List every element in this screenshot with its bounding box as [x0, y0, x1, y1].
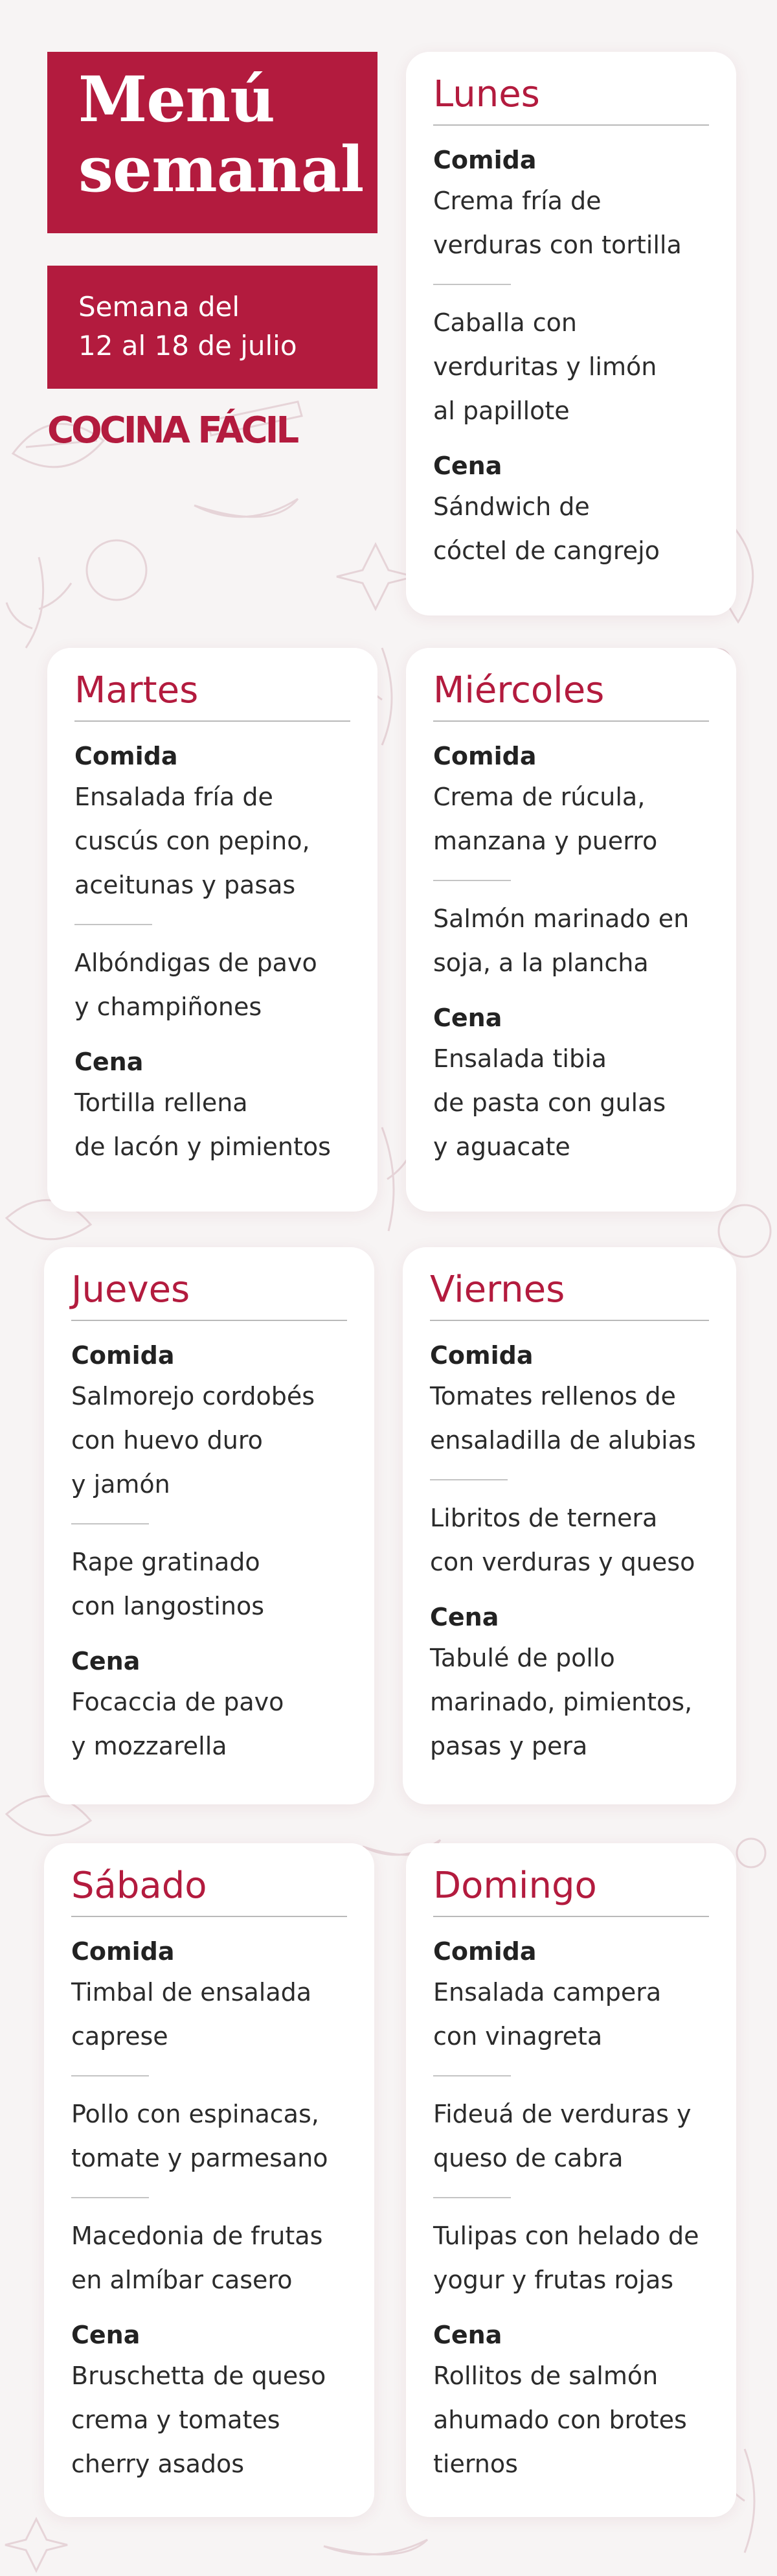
peppercorn-illustration [737, 1839, 765, 1867]
meal-label: Cena [433, 2321, 502, 2349]
dish-item [74, 1081, 350, 1169]
week-range-banner [47, 266, 377, 389]
dish-item [433, 2092, 709, 2180]
dish-line: Pollo con espinacas, [71, 2100, 319, 2128]
day-card-martes [47, 648, 377, 1212]
dish-line: con huevo duro [71, 1426, 263, 1455]
dish-line: Timbal de ensalada [71, 1978, 312, 2007]
dish-item [430, 1636, 709, 1768]
dish-line: ahumado con brotes [433, 2406, 687, 2434]
dish-divider [433, 2075, 511, 2076]
meal-label: Cena [71, 1647, 141, 1675]
dish-item [433, 897, 709, 985]
dish-line: y aguacate [433, 1133, 570, 1161]
dish-line: tiernos [433, 2450, 518, 2478]
dish-line: crema y tomates [71, 2406, 280, 2434]
dish-line: Crema de rúcula, [433, 783, 646, 811]
chili-illustration [324, 2540, 427, 2555]
dish-line: cherry asados [71, 2450, 245, 2478]
dish-line: marinado, pimientos, [430, 1688, 693, 1716]
dish-line: Crema fría de [433, 187, 602, 215]
meal-label: Comida [433, 146, 537, 174]
dish-line: cuscús con pepino, [74, 827, 310, 855]
dish-item [433, 2354, 709, 2486]
dish-line: Ensalada fría de [74, 783, 273, 811]
dish-item [430, 1374, 709, 1462]
day-title: Martes [74, 666, 350, 722]
dish-divider [433, 880, 511, 881]
dish-divider [430, 1479, 508, 1480]
week-range-line: 12 al 18 de julio [78, 330, 297, 362]
dish-divider [71, 2197, 149, 2198]
dish-item [71, 1970, 347, 2058]
dish-line: caprese [71, 2022, 168, 2051]
dish-line: de pasta con gulas [433, 1088, 666, 1117]
dish-line: Tabulé de pollo [430, 1644, 615, 1672]
dish-item [433, 485, 709, 573]
day-card-sabado [44, 1843, 374, 2517]
dish-line: yogur y frutas rojas [433, 2266, 674, 2294]
dish-line: soja, a la plancha [433, 949, 649, 977]
dish-item [71, 1540, 347, 1628]
dish-item [433, 775, 709, 863]
garlic-illustration [87, 540, 146, 600]
herb-illustration [6, 557, 71, 648]
star-anise-illustration [337, 544, 414, 609]
dish-line: Albóndigas de pavo [74, 949, 317, 977]
day-title: Domingo [433, 1861, 709, 1917]
dish-item [433, 2214, 709, 2302]
dish-line: y champiñones [74, 993, 262, 1021]
dish-line: Fideuá de verduras y [433, 2100, 692, 2128]
meal-label: Cena [433, 452, 502, 480]
dish-line: tomate y parmesano [71, 2144, 328, 2172]
dish-line: queso de cabra [433, 2144, 624, 2172]
day-card-viernes [403, 1247, 736, 1804]
dish-line: de lacón y pimientos [74, 1133, 331, 1161]
dish-line: Tomates rellenos de [430, 1382, 676, 1410]
meal-label: Comida [433, 742, 537, 770]
dish-item [71, 2092, 347, 2180]
dish-line: verduritas y limón [433, 352, 657, 381]
menu-title-banner [47, 52, 377, 233]
dish-line: Tortilla rellena [74, 1088, 248, 1117]
dish-divider [433, 284, 511, 285]
day-title: Miércoles [433, 666, 709, 722]
dish-item [71, 1680, 347, 1768]
dish-line: con verduras y queso [430, 1548, 695, 1576]
meal-label: Cena [430, 1603, 499, 1631]
dish-line: con vinagreta [433, 2022, 603, 2051]
dish-line: Rape gratinado [71, 1548, 260, 1576]
day-card-jueves [44, 1247, 374, 1804]
dish-divider [71, 1523, 149, 1524]
day-card-miercoles [406, 648, 736, 1212]
dish-line: al papillote [433, 397, 570, 425]
dish-line: cóctel de cangrejo [433, 536, 660, 565]
week-range-line: Semana del [78, 291, 240, 323]
garlic-illustration [719, 1205, 771, 1257]
dish-item [433, 1970, 709, 2058]
dish-item [433, 179, 709, 267]
dish-item [71, 1374, 347, 1506]
day-card-lunes [406, 52, 736, 615]
dish-line: pasas y pera [430, 1732, 588, 1760]
menu-title-line: semanal [78, 133, 364, 206]
dish-line: en almíbar casero [71, 2266, 293, 2294]
meal-label: Cena [433, 1004, 502, 1032]
day-title: Lunes [433, 70, 709, 126]
dish-line: Ensalada tibia [433, 1044, 607, 1073]
menu-title-line: Menú [78, 63, 275, 136]
day-title: Jueves [71, 1265, 347, 1321]
brand-logo: COCINA FÁCIL [47, 409, 297, 452]
dish-divider [433, 2197, 511, 2198]
day-card-domingo [406, 1843, 736, 2517]
dish-line: aceitunas y pasas [74, 871, 296, 899]
dish-item [71, 2214, 347, 2302]
dish-line: Macedonia de frutas [71, 2222, 323, 2250]
meal-label: Cena [74, 1048, 144, 1076]
star-anise-illustration [5, 2519, 67, 2571]
meal-label: Comida [71, 1341, 175, 1370]
dish-line: manzana y puerro [433, 827, 658, 855]
day-title: Sábado [71, 1861, 347, 1917]
dish-item [433, 301, 709, 433]
dish-line: Salmón marinado en [433, 904, 690, 933]
dish-divider [71, 2075, 149, 2076]
dish-item [430, 1496, 709, 1584]
dish-item [74, 941, 350, 1029]
dish-item [74, 775, 350, 907]
meal-label: Comida [74, 742, 178, 770]
meal-label: Comida [71, 1937, 175, 1966]
dish-line: ensaladilla de alubias [430, 1426, 696, 1455]
dish-line: Bruschetta de queso [71, 2362, 326, 2390]
chili-illustration [194, 499, 298, 517]
dish-line: Caballa con [433, 308, 577, 337]
dish-line: Salmorejo cordobés [71, 1382, 315, 1410]
dish-line: Rollitos de salmón [433, 2362, 659, 2390]
dish-line: con langostinos [71, 1592, 264, 1620]
dish-divider [74, 924, 152, 925]
dish-line: verduras con tortilla [433, 231, 682, 259]
dish-item [433, 1037, 709, 1169]
dish-line: Libritos de ternera [430, 1504, 658, 1532]
dish-item [71, 2354, 347, 2486]
dish-line: Tulipas con helado de [433, 2222, 699, 2250]
dish-line: Ensalada campera [433, 1978, 662, 2007]
dish-line: y mozzarella [71, 1732, 227, 1760]
dish-line: Focaccia de pavo [71, 1688, 284, 1716]
dish-line: Sándwich de [433, 492, 590, 521]
meal-label: Comida [430, 1341, 534, 1370]
meal-label: Cena [71, 2321, 141, 2349]
dish-line: y jamón [71, 1470, 170, 1499]
meal-label: Comida [433, 1937, 537, 1966]
day-title: Viernes [430, 1265, 709, 1321]
